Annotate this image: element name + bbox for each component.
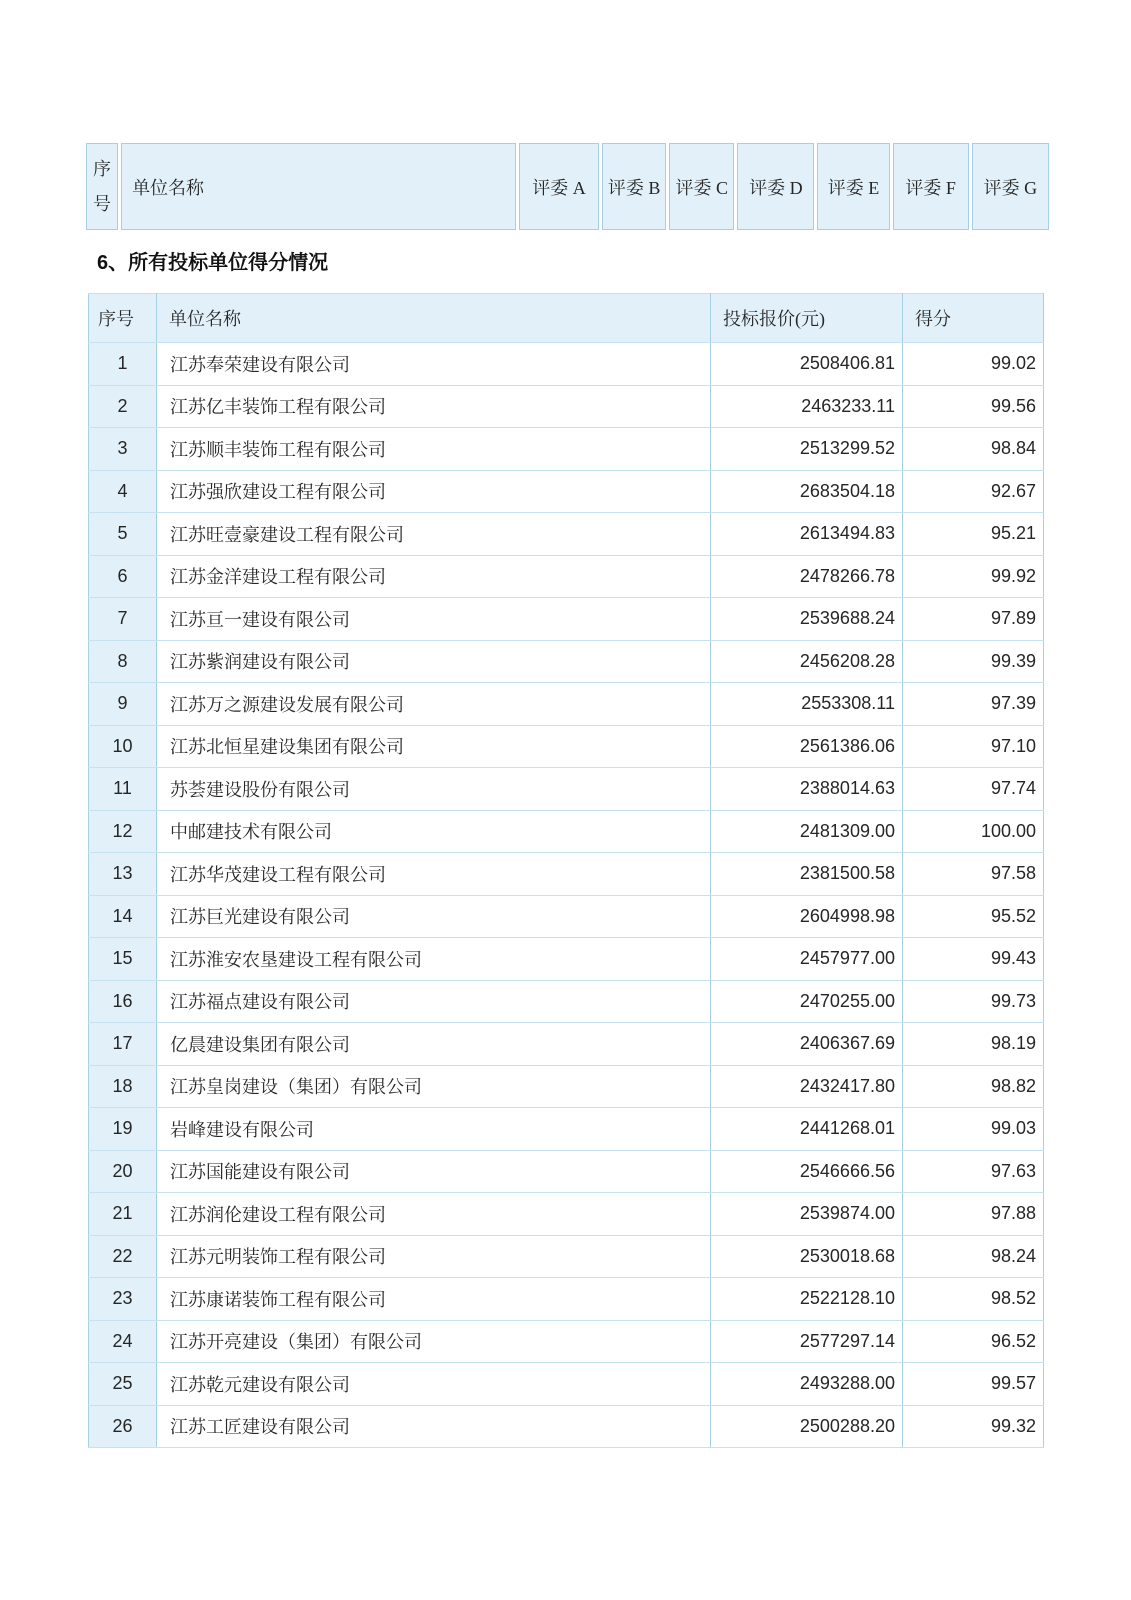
table-row [89,768,1044,811]
company-name: 江苏金洋建设工程有限公司 [157,555,711,598]
table-row [89,1363,1044,1406]
scores-table [88,293,1044,1448]
row-index: 11 [89,768,157,811]
score-value: 95.52 [903,895,1044,938]
row-index: 8 [89,640,157,683]
company-name: 江苏皇岗建设（集团）有限公司 [157,1065,711,1108]
table-row [89,1150,1044,1193]
table-row [89,1405,1044,1448]
bid-price: 2493288.00 [711,1363,903,1406]
company-name: 江苏巨光建设有限公司 [157,895,711,938]
bid-price: 2577297.14 [711,1320,903,1363]
table-row [89,1065,1044,1108]
scores-col-price: 投标报价(元) [711,294,903,343]
bid-price: 2683504.18 [711,470,903,513]
bid-price: 2539874.00 [711,1193,903,1236]
index-header-line2: 号 [93,193,112,214]
judges-header-table [83,143,1052,230]
row-index: 7 [89,598,157,641]
judges-col-c: 评委 C [669,143,734,230]
score-value: 98.19 [903,1023,1044,1066]
row-index: 16 [89,980,157,1023]
company-name: 江苏紫润建设有限公司 [157,640,711,683]
bid-price: 2441268.01 [711,1108,903,1151]
table-row [89,1278,1044,1321]
score-value: 97.63 [903,1150,1044,1193]
table-row [89,513,1044,556]
bid-price: 2381500.58 [711,853,903,896]
bid-price: 2388014.63 [711,768,903,811]
score-value: 96.52 [903,1320,1044,1363]
bid-price: 2604998.98 [711,895,903,938]
row-index: 22 [89,1235,157,1278]
judges-col-name: 单位名称 [121,143,516,230]
score-value: 97.89 [903,598,1044,641]
bid-price: 2561386.06 [711,725,903,768]
row-index: 9 [89,683,157,726]
table-row [89,895,1044,938]
score-value: 92.67 [903,470,1044,513]
table-row [89,1193,1044,1236]
row-index: 2 [89,385,157,428]
score-value: 97.10 [903,725,1044,768]
bid-price: 2470255.00 [711,980,903,1023]
judges-col-b: 评委 B [602,143,666,230]
score-value: 99.03 [903,1108,1044,1151]
company-name: 江苏亘一建设有限公司 [157,598,711,641]
score-value: 99.39 [903,640,1044,683]
table-row [89,683,1044,726]
table-row [89,385,1044,428]
scores-header-row [89,294,1044,343]
bid-price: 2539688.24 [711,598,903,641]
row-index: 3 [89,428,157,471]
row-index: 15 [89,938,157,981]
row-index: 23 [89,1278,157,1321]
judges-col-index [86,143,118,230]
bid-price: 2513299.52 [711,428,903,471]
row-index: 5 [89,513,157,556]
row-index: 21 [89,1193,157,1236]
company-name: 苏荟建设股份有限公司 [157,768,711,811]
row-index: 24 [89,1320,157,1363]
table-row [89,640,1044,683]
bid-price: 2508406.81 [711,343,903,386]
company-name: 岩峰建设有限公司 [157,1108,711,1151]
company-name: 江苏强欣建设工程有限公司 [157,470,711,513]
company-name: 中邮建技术有限公司 [157,810,711,853]
bid-price: 2522128.10 [711,1278,903,1321]
score-value: 97.39 [903,683,1044,726]
bid-price: 2481309.00 [711,810,903,853]
table-row [89,853,1044,896]
row-index: 6 [89,555,157,598]
score-value: 95.21 [903,513,1044,556]
judges-col-f: 评委 F [893,143,969,230]
score-value: 99.73 [903,980,1044,1023]
table-row [89,428,1044,471]
judges-col-a: 评委 A [519,143,599,230]
company-name: 江苏福点建设有限公司 [157,980,711,1023]
row-index: 13 [89,853,157,896]
judges-col-g: 评委 G [972,143,1049,230]
score-value: 100.00 [903,810,1044,853]
score-value: 99.43 [903,938,1044,981]
bid-price: 2406367.69 [711,1023,903,1066]
bid-price: 2546666.56 [711,1150,903,1193]
score-value: 99.57 [903,1363,1044,1406]
bid-price: 2463233.11 [711,385,903,428]
bid-price: 2478266.78 [711,555,903,598]
score-value: 99.92 [903,555,1044,598]
row-index: 4 [89,470,157,513]
company-name: 江苏元明装饰工程有限公司 [157,1235,711,1278]
row-index: 25 [89,1363,157,1406]
bid-price: 2553308.11 [711,683,903,726]
company-name: 江苏万之源建设发展有限公司 [157,683,711,726]
bid-price: 2432417.80 [711,1065,903,1108]
company-name: 江苏顺丰装饰工程有限公司 [157,428,711,471]
company-name: 江苏北恒星建设集团有限公司 [157,725,711,768]
row-index: 26 [89,1405,157,1448]
index-header-line1: 序 [93,158,112,179]
company-name: 亿晨建设集团有限公司 [157,1023,711,1066]
score-value: 98.24 [903,1235,1044,1278]
company-name: 江苏开亮建设（集团）有限公司 [157,1320,711,1363]
table-row [89,470,1044,513]
table-row [89,1023,1044,1066]
table-row [89,598,1044,641]
company-name: 江苏淮安农垦建设工程有限公司 [157,938,711,981]
bid-price: 2530018.68 [711,1235,903,1278]
section-title: 6、所有投标单位得分情况 [97,252,329,274]
company-name: 江苏工匠建设有限公司 [157,1405,711,1448]
score-value: 99.02 [903,343,1044,386]
table-row [89,343,1044,386]
company-name: 江苏华茂建设工程有限公司 [157,853,711,896]
table-row [89,938,1044,981]
bid-price: 2457977.00 [711,938,903,981]
bid-price: 2613494.83 [711,513,903,556]
company-name: 江苏旺壹豪建设工程有限公司 [157,513,711,556]
score-value: 97.88 [903,1193,1044,1236]
company-name: 江苏康诺装饰工程有限公司 [157,1278,711,1321]
company-name: 江苏奉荣建设有限公司 [157,343,711,386]
bid-price: 2500288.20 [711,1405,903,1448]
score-value: 97.58 [903,853,1044,896]
score-value: 98.52 [903,1278,1044,1321]
row-index: 18 [89,1065,157,1108]
table-row [89,1320,1044,1363]
row-index: 1 [89,343,157,386]
scores-col-score: 得分 [903,294,1044,343]
table-row [89,555,1044,598]
company-name: 江苏亿丰装饰工程有限公司 [157,385,711,428]
judges-col-d: 评委 D [737,143,814,230]
row-index: 19 [89,1108,157,1151]
row-index: 12 [89,810,157,853]
table-row [89,810,1044,853]
score-value: 99.56 [903,385,1044,428]
score-value: 98.84 [903,428,1044,471]
row-index: 17 [89,1023,157,1066]
table-row [89,980,1044,1023]
score-value: 98.82 [903,1065,1044,1108]
judges-header-row [86,143,1049,230]
row-index: 20 [89,1150,157,1193]
table-row [89,725,1044,768]
scores-col-index: 序号 [89,294,157,343]
table-row [89,1108,1044,1151]
scores-col-name: 单位名称 [157,294,711,343]
company-name: 江苏乾元建设有限公司 [157,1363,711,1406]
row-index: 10 [89,725,157,768]
judges-col-e: 评委 E [817,143,889,230]
table-row [89,1235,1044,1278]
company-name: 江苏润伦建设工程有限公司 [157,1193,711,1236]
row-index: 14 [89,895,157,938]
bid-price: 2456208.28 [711,640,903,683]
score-value: 99.32 [903,1405,1044,1448]
company-name: 江苏国能建设有限公司 [157,1150,711,1193]
score-value: 97.74 [903,768,1044,811]
